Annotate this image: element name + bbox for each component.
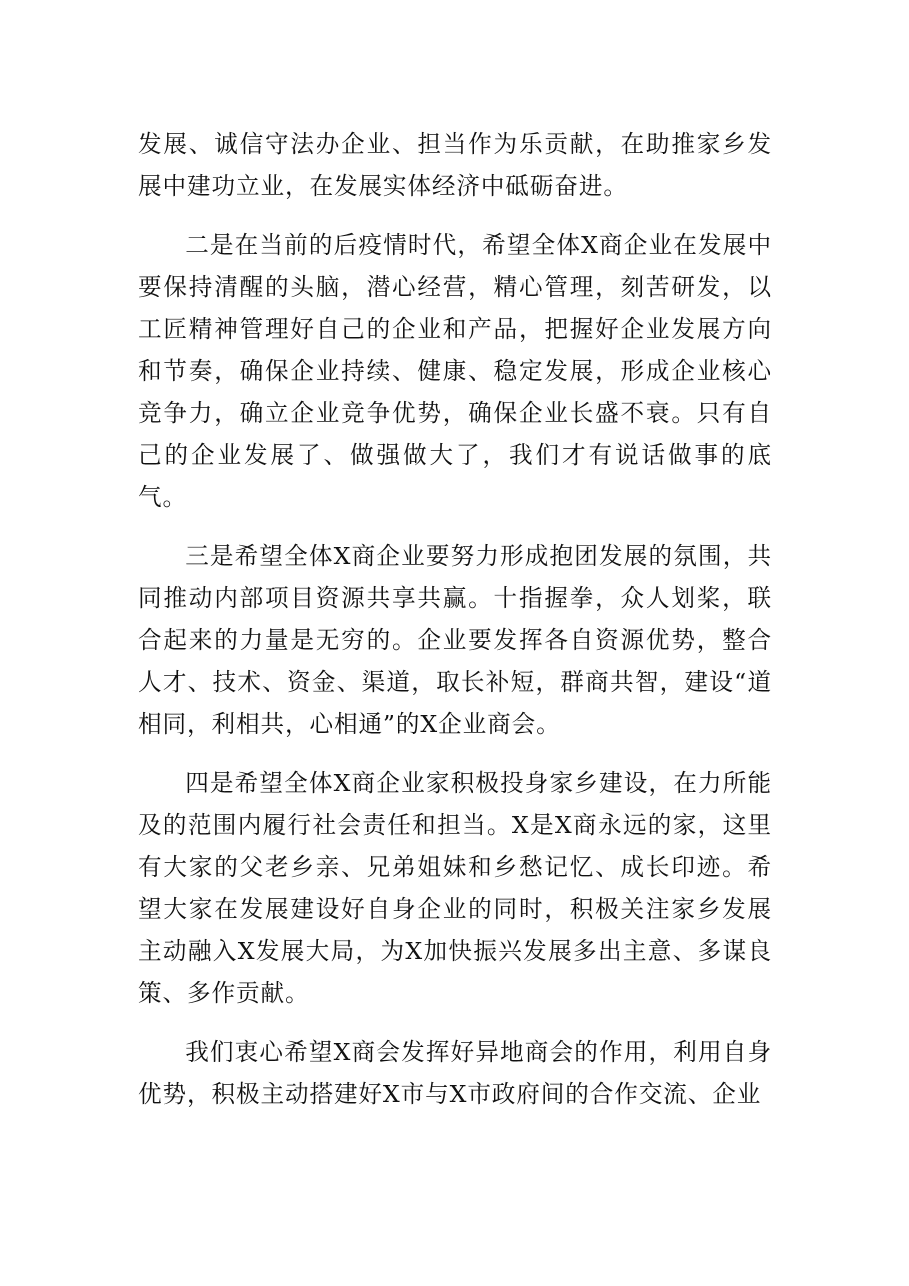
paragraph-closing: 我们衷心希望X商会发挥好异地商会的作用，利用自身优势，积极主动搭建好X市与X市政府间的合作交流、企业 bbox=[138, 1038, 772, 1108]
document-body bbox=[138, 123, 772, 1132]
paragraph-continued: 发展、诚信守法办企业、担当作为乐贡献，在助推家乡发展中建功立业，在发展实体经济中砥砺奋进。 bbox=[138, 130, 772, 200]
paragraph-point-three: 三是希望全体X商企业要努力形成抱团发展的氛围，共同推动内部项目资源共享共赢。十指握拳，众人划桨，联合起来的力量是无穷的。企业要发挥各自资源优势，整合人才、技术、资金、渠道，取长补短，群商共智，建设“道相同，利相共，心相通”的X企业商会。 bbox=[138, 542, 772, 738]
paragraph-point-four: 四是希望全体X商企业家积极投身家乡建设，在力所能及的范围内履行社会责任和担当。X是X商永远的家，这里有大家的父老乡亲、兄弟姐妹和乡愁记忆、成长印迹。希望大家在发展建设好自身企业的同时，积极关注家乡发展主动融入X发展大局，为X加快振兴发展多出主意、多谋良策、多作贡献。 bbox=[138, 769, 772, 1007]
paragraph-point-two: 二是在当前的后疫情时代，希望全体X商企业在发展中要保持清醒的头脑，潜心经营，精心管理，刻苦研发，以工匠精神管理好自己的企业和产品，把握好企业发展方向和节奏，确保企业持续、健康、稳定发展，形成企业核心竞争力，确立企业竞争优势，确保企业长盛不衰。只有自己的企业发展了、做强做大了，我们才有说话做事的底气。 bbox=[138, 231, 772, 511]
